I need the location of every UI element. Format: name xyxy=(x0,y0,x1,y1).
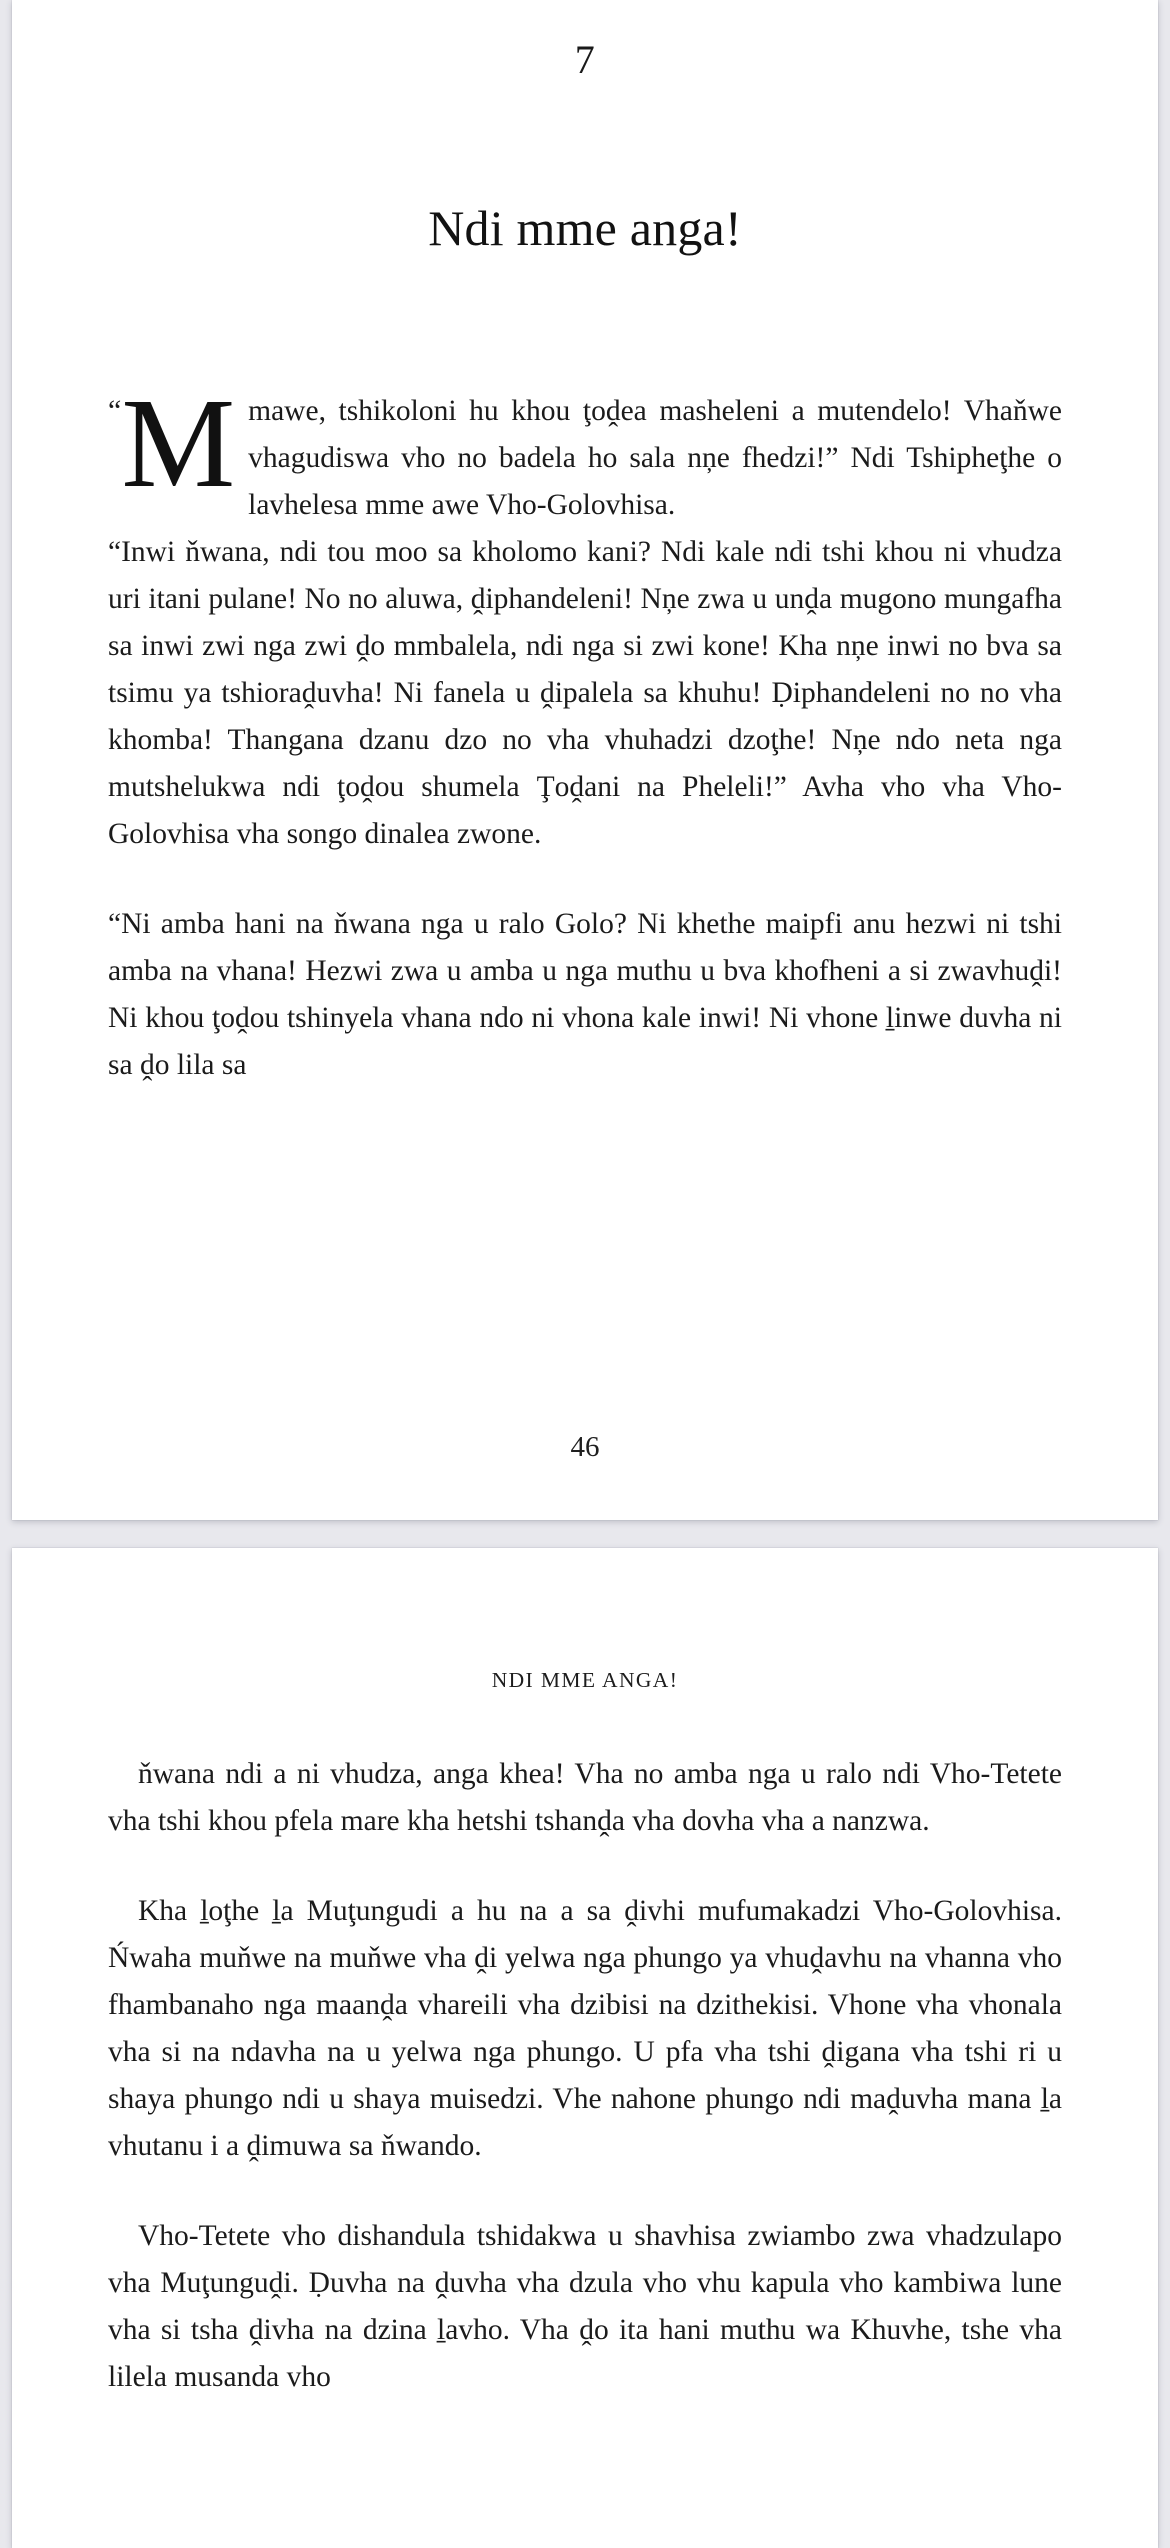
paragraph-text: mawe, tshikoloni hu khou ţoḓea masheleni a mutendelo! Vhaňwe vhagudiswa vho no badela ho sala nņe fhedzi!” Ndi Tshipheţhe o lavhelesa mme awe Vho-Golovhisa. xyxy=(248,395,1062,521)
document-page-2 xyxy=(12,1548,1158,2548)
open-quote-mark: “ xyxy=(108,394,122,427)
drop-cap-letter: M xyxy=(121,372,235,514)
drop-cap-group xyxy=(108,372,235,514)
chapter-title: Ndi mme anga! xyxy=(428,200,742,256)
page-1-text-column xyxy=(108,372,1062,1089)
paragraph-6: Vho-Tetete vho dishandula tshidakwa u shavhisa zwiambo zwa vhadzulapo vha Muţunguḓi. Ḍuvha na ḓuvha vha dzula vho vhu kapula vho kambiwa lune vha si tsha ḓivha na dzina ḻavho. Vha ḓo ita hani muthu wa Khuvhe, tshe vha lilela musanda vho xyxy=(108,2220,1062,2393)
document-page-1 xyxy=(12,0,1158,1520)
running-header: NDI MME ANGA! xyxy=(491,1668,679,1692)
chapter-number: 7 xyxy=(574,37,596,82)
page-number-footer: 46 xyxy=(570,1431,600,1463)
page-2-text-column xyxy=(108,1751,1062,2401)
paragraph-2: “Inwi ňwana, ndi tou moo sa kholomo kani? Ndi kale ndi tshi khou ni vhudza uri itani pulane! No no aluwa, ḓiphandeleni! Nņe zwa u unḓa mugono mungafha sa inwi zwi nga zwi ḓo mmbalela, ndi nga si zwi kone! Kha nņe inwi no bva sa tsimu ya tshioraḓuvha! Ni fanela u ḓipalela sa khuhu! Ḍiphandeleni no no vha khomba! Thangana dzanu dzo no vha vhuhadzi dzoţhe! Nņe ndo neta nga mutshelukwa ndi ţoḓou shumela Ţoḓani na Pheleli!” Avha vho vha Vho-Golovhisa vha songo dinalea zwone. xyxy=(108,536,1062,850)
paragraph-3: “Ni amba hani na ňwana nga u ralo Golo? Ni khethe maipfi anu hezwi ni tshi amba na vhana! Hezwi zwa u amba u nga muthu u bva khofheni a si zwavhuḓi! Ni khou ţoḓou tshinyela vhana ndo ni vhona kale inwi! Ni vhone ḻinwe duvha ni sa ḓo lila sa xyxy=(108,908,1062,1081)
paragraph-dropcap xyxy=(108,372,1062,529)
paragraph-5: Kha ḻoţhe ḻa Muţungudi a hu na a sa ḓivhi mufumakadzi Vho-Golovhisa. Ńwaha muňwe na muňwe vha ḓi yelwa nga phungo ya vhuḓavhu na vhanna vho fhambanaho nga maanḓa vhareili vha dzibisi na dzithekisi. Vhone vha vhonala vha si na ndavha na u yelwa nga phungo. U pfa vha tshi ḓigana vha tshi ri u shaya phungo ndi u shaya muisedzi. Vhe nahone phungo ndi maḓuvha mana ḻa vhutanu i a ḓimuwa sa ňwando. xyxy=(108,1895,1062,2162)
paragraph-4: ňwana ndi a ni vhudza, anga khea! Vha no amba nga u ralo ndi Vho-Tetete vha tshi khou pfela mare kha hetshi tshanḓa vha dovha vha a nanzwa. xyxy=(108,1758,1062,1837)
